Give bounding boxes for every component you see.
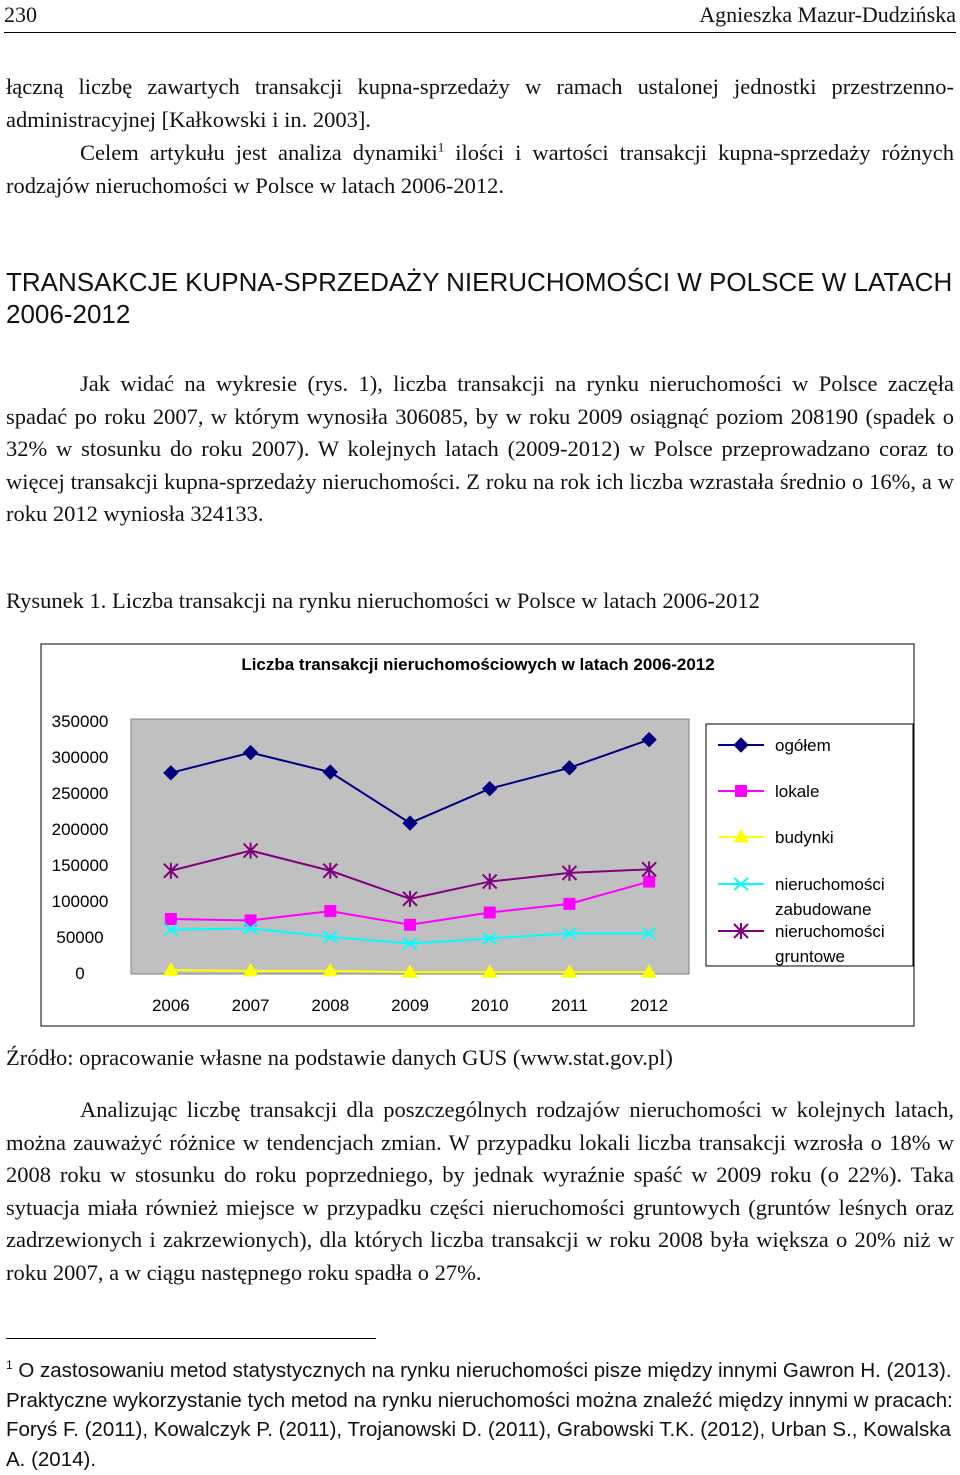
x-tick-label: 2009 [391, 996, 429, 1015]
legend-label: nieruchomości [775, 875, 885, 894]
data-point [325, 906, 336, 917]
x-tick-label: 2010 [470, 996, 509, 1015]
x-tick-label: 2011 [551, 996, 588, 1015]
y-tick-label: 150000 [51, 856, 109, 875]
x-tick-label: 2008 [311, 996, 350, 1015]
data-point [165, 914, 176, 925]
y-tick-label: 0 [75, 964, 85, 983]
y-tick-label: 250000 [51, 784, 109, 803]
section-heading: TRANSAKCJE KUPNA-SPRZEDAŻY NIERUCHOMOŚCI W POLSCE W LATACH 2006-2012 [6, 267, 953, 329]
y-tick-label: 200000 [51, 820, 109, 839]
paragraph-aim-text: Celem artykułu jest analiza dynamiki [80, 140, 438, 165]
plot-area [131, 719, 689, 974]
legend-label: nieruchomości [775, 922, 885, 941]
footnote [6, 1356, 954, 1474]
data-point [405, 919, 416, 930]
footnote-marker: 1 [6, 1358, 13, 1373]
legend-marker [736, 786, 747, 797]
y-tick-label: 350000 [51, 712, 109, 731]
chart-title: Liczba transakcji nieruchomościowych w latach 2006-2012 [241, 655, 715, 674]
footnote-separator [6, 1338, 376, 1339]
legend-label: lokale [775, 782, 820, 801]
figure-caption: Rysunek 1. Liczba transakcji na rynku nieruchomości w Polsce w latach 2006-2012 [6, 588, 760, 613]
data-point [564, 898, 575, 909]
x-tick-label: 2012 [630, 996, 669, 1015]
legend-label: budynki [775, 828, 834, 847]
x-tick-label: 2007 [231, 996, 270, 1015]
data-point [484, 907, 495, 918]
footnote-ref[interactable]: 1 [437, 139, 445, 155]
data-point [644, 876, 655, 887]
page-number: 230 [4, 2, 37, 27]
paragraph-analysis: Jak widać na wykresie (rys. 1), liczba transakcji na rynku nieruchomości w Polsce zaczęła spadać po roku 2007, w którym wynosiła 306085, by w roku 2009 osiągnąć poziom 208190 (spadek o 32% w stosunku do roku 2007). W kolejnych latach (2009-2012) w Polsce przeprowadzano coraz to więcej transakcji kupna-sprzedaży nieruchomości. Z roku na rok ich liczba wzrastała średnio o 16%, a w roku 2012 wyniosła 324133. [6, 371, 954, 527]
running-author: Agnieszka Mazur-Dudzińska [699, 2, 956, 27]
legend-label: gruntowe [775, 947, 845, 966]
footnote-text: O zastosowaniu metod statystycznych na rynku nieruchomości pisze między innymi Gawron H. (2013). Praktyczne wykorzystanie tych metod na rynku nieruchomości można znaleźć między innymi w pracach: Foryś F. (2011), Kowalczyk P. (2011), Trojanowski D. (2011), Grabowski T.K. (2012), Urban S., Kowalska A. (2014). [6, 1359, 953, 1471]
legend-label: ogółem [775, 736, 831, 755]
paragraph-types: Analizując liczbę transakcji dla poszczególnych rodzajów nieruchomości w kolejnych latach, można zauważyć różnice w tendencjach zmian. W przypadku lokali liczba transakcji wzrosła o 18% w 2008 roku w stosunku do roku poprzedniego, by jednak wyraźnie spaść w 2009 roku (o 22%). Taka sytuacja miała również miejsce w przypadku części nieruchomości gruntowych (gruntów leśnych oraz zadrzewionych i zakrzewionych), dla których liczba transakcji w roku 2008 była większa o 20% niż w roku 2007, a w ciągu następnego roku spadła o 27%. [6, 1097, 954, 1285]
legend-label: zabudowane [775, 900, 872, 919]
paragraph-aim-text-cont: ilości i wartości transakcji kupna-sprzedaży różnych rodzajów nieruchomości w Polsce w latach 2006-2012. [6, 140, 954, 198]
x-tick-label: 2006 [151, 996, 190, 1015]
y-tick-label: 100000 [51, 892, 109, 911]
figure-source: Źródło: opracowanie własne na podstawie danych GUS (www.stat.gov.pl) [6, 1045, 673, 1070]
paragraph-intro: łączną liczbę zawartych transakcji kupna-sprzedaży w ramach ustalonej jednostki przestrzenno-administracyjnej [Kałkowski i in. 2003]. [6, 74, 954, 132]
y-tick-label: 300000 [51, 748, 109, 767]
y-tick-label: 50000 [56, 928, 104, 947]
